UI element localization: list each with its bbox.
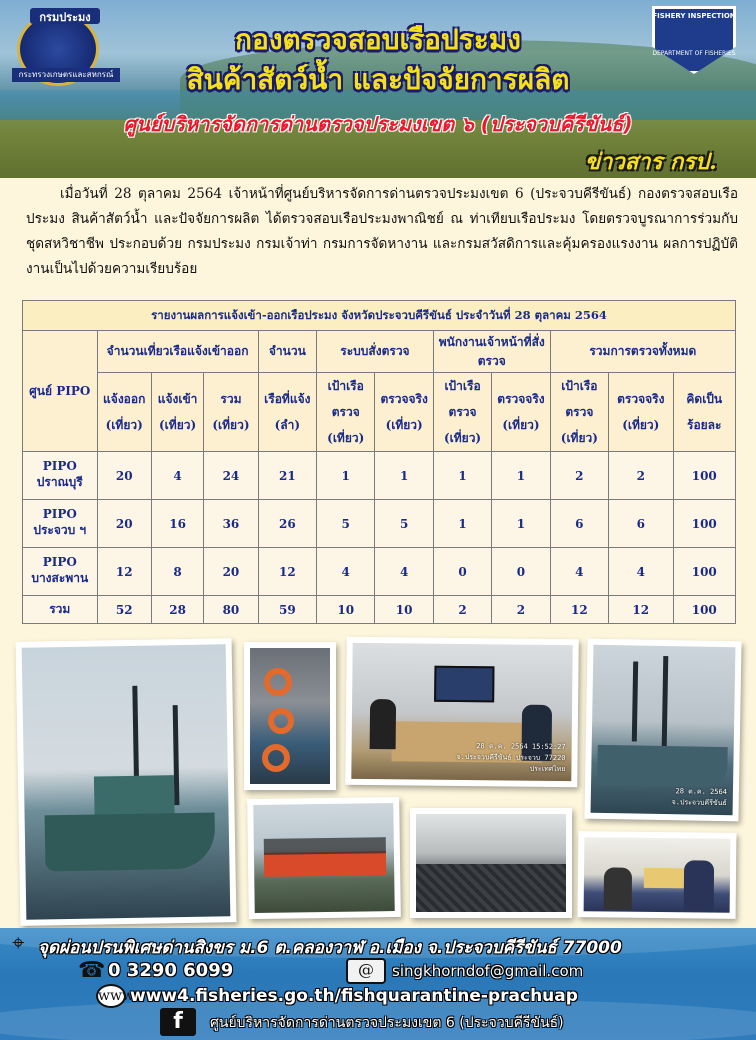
row-center bbox=[23, 500, 98, 548]
cell: 52 bbox=[97, 596, 151, 624]
globe-icon: www bbox=[96, 984, 126, 1008]
cell: 21 bbox=[258, 452, 316, 500]
officer-target-l2: ตรวจ bbox=[448, 405, 477, 419]
news-tag: ข่าวสาร กรป. bbox=[585, 149, 717, 175]
cell: 100 bbox=[673, 452, 736, 500]
title-line-3: ศูนย์บริหารจัดการด่านตรวจประมงเขต ๖ (ประจวบคีรีขันธ์) bbox=[123, 112, 633, 136]
footer-website[interactable]: www4.fisheries.go.th/fishquarantine-prachuap bbox=[130, 986, 578, 1006]
header-center: ศูนย์ PIPO bbox=[23, 331, 98, 452]
officer-target-l1: เป้าเรือ bbox=[444, 379, 481, 393]
photo-timestamp: 28 ต.ค. 2564 จ.ประจวบคีรีขันธ์ bbox=[671, 787, 727, 808]
total-target-l1: เป้าเรือ bbox=[561, 379, 598, 393]
cell: 80 bbox=[204, 596, 258, 624]
header-out-label: แจ้งออก bbox=[103, 392, 146, 406]
phone-icon: ☎ bbox=[78, 958, 106, 983]
cell: 16 bbox=[151, 500, 203, 548]
boat-cabin bbox=[94, 775, 175, 818]
cell: 1 bbox=[317, 452, 375, 500]
total-target-unit: (เที่ยว) bbox=[560, 431, 598, 445]
header-sum-unit: (เที่ยว) bbox=[212, 418, 250, 432]
table-row bbox=[23, 500, 736, 548]
header-order-target bbox=[317, 373, 375, 452]
percent-l1: คิดเป็น bbox=[686, 392, 723, 406]
crew-heads bbox=[264, 837, 386, 855]
header-total-actual bbox=[609, 373, 673, 452]
person bbox=[684, 860, 715, 910]
header-order-actual bbox=[375, 373, 433, 452]
cell: 20 bbox=[97, 452, 151, 500]
header-total-group: รวมการตรวจทั้งหมด bbox=[550, 331, 735, 373]
photo-fishing-boat-pier bbox=[16, 638, 237, 926]
header-count bbox=[258, 373, 316, 452]
header-sum-label: รวม bbox=[220, 392, 242, 406]
table-caption: รายงานผลการแจ้งเข้า-ออกเรือประมง จังหวัดประจวบคีรีขันธ์ ประจำวันที่ 28 ตุลาคม 2564 bbox=[23, 301, 736, 331]
logo-right-top-text: FISHERY INSPECTION bbox=[652, 12, 736, 20]
logo-right-bottom-text: DEPARTMENT OF FISHERIES bbox=[652, 50, 736, 57]
cell: 4 bbox=[609, 548, 673, 596]
header-officer-group: พนักงานเจ้าหน้าที่สั่งตรวจ bbox=[433, 331, 550, 373]
photo-timestamp: 28 ต.ค. 2564 15:52:27 จ.ประจวบคีรีขันธ์ ประจวบ 77220 ประเทศไทย bbox=[456, 742, 566, 774]
header-percent bbox=[673, 373, 736, 452]
order-actual-unit: (เที่ยว) bbox=[385, 418, 423, 432]
cell: 1 bbox=[492, 500, 550, 548]
cell: 100 bbox=[673, 500, 736, 548]
cell: 2 bbox=[550, 452, 608, 500]
photo-boats-at-dock bbox=[584, 639, 741, 822]
cell: 4 bbox=[151, 452, 203, 500]
life-ring-icon bbox=[264, 668, 292, 696]
order-target-l2: ตรวจ bbox=[331, 405, 360, 419]
row-center-l2: บางสะพาน bbox=[31, 571, 89, 585]
header-in-unit: (เที่ยว) bbox=[159, 418, 197, 432]
row-center bbox=[23, 548, 98, 596]
row-center-l2: ปราณบุรี bbox=[36, 475, 83, 489]
cell: 4 bbox=[375, 548, 433, 596]
cell: 2 bbox=[433, 596, 491, 624]
footer-facebook[interactable]: ศูนย์บริหารจัดการด่านตรวจประมงเขต 6 (ประจวบคีรีขันธ์) bbox=[210, 1015, 564, 1031]
net-pile bbox=[416, 864, 566, 912]
footer-address: จุดผ่อนปรนพิเศษด่านสิงขร ม.6 ต.คลองวาฬ อ.เมือง จ.ประจวบคีรีขันธ์ 77000 bbox=[38, 938, 622, 958]
table-total-row bbox=[23, 596, 736, 624]
cell: 1 bbox=[433, 452, 491, 500]
cell: 5 bbox=[317, 500, 375, 548]
cell: 100 bbox=[673, 548, 736, 596]
footer-email[interactable]: singkhorndof@gmail.com bbox=[392, 962, 584, 980]
cell: 2 bbox=[609, 452, 673, 500]
header-in bbox=[151, 373, 203, 452]
cell: 100 bbox=[673, 596, 736, 624]
cell: 26 bbox=[258, 500, 316, 548]
row-center-l2: ประจวบ ฯ bbox=[33, 523, 87, 537]
footer-contact bbox=[0, 928, 756, 1040]
title-line-2: สินค้าสัตว์น้ำ และปัจจัยการผลิต bbox=[186, 63, 570, 96]
order-actual-l1: ตรวจจริง bbox=[380, 392, 428, 406]
cell: 12 bbox=[550, 596, 608, 624]
header-out-unit: (เที่ยว) bbox=[105, 418, 143, 432]
report-table bbox=[22, 300, 736, 624]
percent-l2: ร้อยละ bbox=[687, 418, 722, 432]
person bbox=[370, 699, 397, 749]
header-count-unit: (ลำ) bbox=[274, 418, 301, 432]
cell: 1 bbox=[492, 452, 550, 500]
header-banner bbox=[0, 0, 756, 178]
life-ring-icon bbox=[262, 744, 290, 772]
footer-phone[interactable]: 0 3290 6099 bbox=[108, 960, 234, 981]
header-total-target bbox=[550, 373, 608, 452]
order-target-l1: เป้าเรือ bbox=[327, 379, 364, 393]
cell: 4 bbox=[317, 548, 375, 596]
table-row bbox=[23, 452, 736, 500]
boat-hull bbox=[45, 812, 216, 871]
cell: 5 bbox=[375, 500, 433, 548]
photo-crew-group bbox=[247, 797, 401, 919]
cell: 10 bbox=[317, 596, 375, 624]
cell: 24 bbox=[204, 452, 258, 500]
crew-life-vests bbox=[264, 851, 386, 877]
boat-mast bbox=[662, 656, 669, 746]
cell: 0 bbox=[492, 548, 550, 596]
monitor-screen bbox=[434, 666, 494, 703]
officer-actual-unit: (เที่ยว) bbox=[502, 418, 540, 432]
photo-fishing-nets bbox=[410, 808, 572, 918]
cell: 12 bbox=[97, 548, 151, 596]
cell: 59 bbox=[258, 596, 316, 624]
officer-actual-l1: ตรวจจริง bbox=[497, 392, 545, 406]
facebook-icon: f bbox=[160, 1008, 196, 1036]
header-officer-actual bbox=[492, 373, 550, 452]
email-icon: @ bbox=[346, 958, 386, 984]
officer-target-unit: (เที่ยว) bbox=[443, 431, 482, 445]
header-count-label: เรือที่แจ้ง bbox=[264, 392, 311, 406]
life-ring-icon bbox=[268, 708, 294, 734]
cell: 1 bbox=[433, 500, 491, 548]
row-center-l1: PIPO bbox=[42, 459, 77, 473]
logo-left-top-text: กรมประมง bbox=[30, 8, 100, 24]
header-out bbox=[97, 373, 151, 452]
cell: 4 bbox=[550, 548, 608, 596]
photo-officers-meeting bbox=[345, 637, 579, 787]
order-target-unit: (เที่ยว) bbox=[327, 431, 365, 445]
header-sum bbox=[204, 373, 258, 452]
row-center bbox=[23, 452, 98, 500]
cell: 1 bbox=[375, 452, 433, 500]
total-actual-l1: ตรวจจริง bbox=[617, 392, 665, 406]
header-officer-target bbox=[433, 373, 491, 452]
total-target-l2: ตรวจ bbox=[565, 405, 594, 419]
cell: 12 bbox=[609, 596, 673, 624]
photo-office-inspection bbox=[578, 831, 737, 919]
cell: 20 bbox=[97, 500, 151, 548]
cell: 0 bbox=[433, 548, 491, 596]
header-in-label: แจ้งเข้า bbox=[157, 392, 198, 406]
header-order-group: ระบบสั่งตรวจ bbox=[317, 331, 434, 373]
cell: 6 bbox=[550, 500, 608, 548]
row-center-l1: PIPO bbox=[42, 555, 77, 569]
cell: 28 bbox=[151, 596, 203, 624]
photo-life-rings bbox=[244, 642, 336, 790]
total-actual-unit: (เที่ยว) bbox=[622, 418, 660, 432]
person bbox=[604, 867, 632, 909]
header-count-group: จำนวน bbox=[258, 331, 316, 373]
cell: 36 bbox=[204, 500, 258, 548]
title-line-1: กองตรวจสอบเรือประมง bbox=[235, 23, 521, 56]
cell: 20 bbox=[204, 548, 258, 596]
cell: 10 bbox=[375, 596, 433, 624]
header-inout-group: จำนวนเที่ยวเรือแจ้งเข้าออก bbox=[97, 331, 258, 373]
total-label: รวม bbox=[23, 596, 98, 624]
row-center-l1: PIPO bbox=[42, 507, 77, 521]
cell: 2 bbox=[492, 596, 550, 624]
table-row bbox=[23, 548, 736, 596]
cell: 12 bbox=[258, 548, 316, 596]
news-paragraph: เมื่อวันที่ 28 ตุลาคม 2564 เจ้าหน้าที่ศูนย์บริหารจัดการด่านตรวจประมงเขต 6 (ประจวบคีรีขันธ์) กองตรวจสอบเรือประมง สินค้าสัตว์น้ำ และปัจจัยการผลิต ได้ตรวจสอบเรือประมงพาณิชย์ ณ ท่าเทียบเรือประมง โดยตรวจบูรณาการร่วมกับชุดสหวิชาชีพ ประกอบด้วย กรมประมง กรมเจ้าท่า กรมการจัดหางาน และกรมสวัสดิการและคุ้มครองแรงงาน ผลการปฏิบัติงานเป็นไปด้วยความเรียบร้อย bbox=[26, 186, 738, 277]
location-pin-icon: ⌖ bbox=[12, 931, 25, 956]
boat-hull bbox=[597, 745, 728, 787]
logo-left-bottom-text: กระทรวงเกษตรและสหกรณ์ bbox=[12, 68, 120, 82]
cell: 6 bbox=[609, 500, 673, 548]
boat-mast bbox=[632, 661, 638, 741]
cell: 8 bbox=[151, 548, 203, 596]
